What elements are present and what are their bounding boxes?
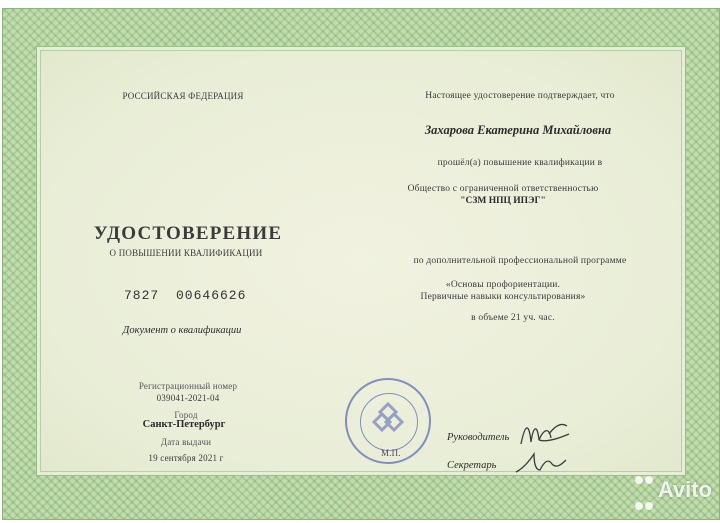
organization-line-2: "СЗМ НПЦ ИПЭГ" — [460, 196, 546, 206]
country-label: РОССИЙСКАЯ ФЕДЕРАЦИЯ — [122, 91, 244, 101]
holder-name: Захарова Екатерина Михайловна — [424, 123, 612, 137]
secretary-signature — [512, 450, 572, 478]
program-line-1: «Основы профориентации. — [445, 280, 561, 290]
program-label: по дополнительной профессиональной программе — [413, 256, 627, 266]
head-label: Руководитель — [447, 432, 510, 443]
avito-watermark — [634, 465, 712, 517]
document-series: 7827 — [124, 288, 160, 303]
city-label: Город — [174, 410, 198, 420]
city: Санкт-Петербург — [142, 419, 226, 430]
document-number: 00646626 — [176, 288, 247, 303]
program-line-2: Первичные навыки консультирования» — [420, 292, 586, 302]
study-volume: в объеме 21 уч. час. — [471, 313, 555, 323]
avito-brand-text: Avito — [657, 476, 712, 502]
secretary-label: Секретарь — [447, 460, 497, 471]
document-title: УДОСТОВЕРЕНИЕ — [93, 223, 283, 244]
document-type: Документ о квалификации — [122, 325, 242, 336]
issue-date-label: Дата выдачи — [160, 437, 212, 447]
organization-line-1: Общество с ограниченной ответственностью — [407, 184, 599, 194]
document-subtitle: О ПОВЫШЕНИИ КВАЛИФИКАЦИИ — [109, 248, 263, 258]
issue-date: 19 сентября 2021 г — [148, 453, 224, 463]
passed-text: прошёл(а) повышение квалификации в — [437, 158, 603, 168]
reg-number: 039041-2021-04 — [156, 393, 220, 403]
head-signature — [515, 416, 575, 452]
confirm-text: Настоящее удостоверение подтверждает, что — [425, 91, 615, 101]
stamp-place-label: М.П. — [381, 448, 401, 458]
reg-number-label: Регистрационный номер — [138, 381, 238, 391]
avito-logo-icon — [634, 465, 654, 517]
